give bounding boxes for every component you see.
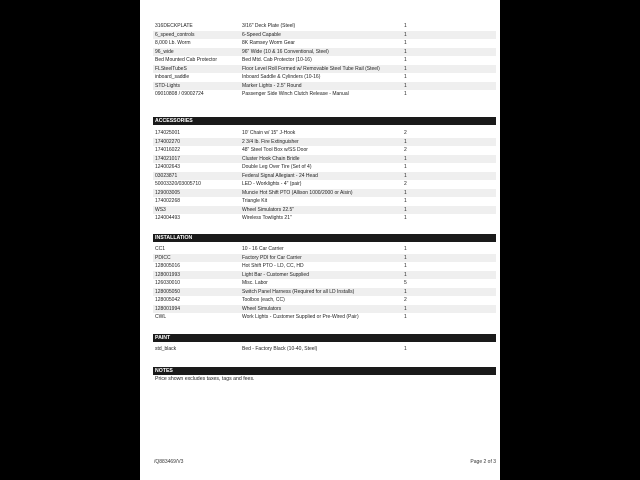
item-quantity: 1 — [404, 82, 407, 89]
item-quantity: 1 — [404, 198, 407, 204]
table-row — [153, 56, 496, 65]
notes-header: NOTES — [153, 367, 496, 375]
table-row — [153, 31, 496, 40]
item-description: 48" Steel Tool Box w/SS Door — [242, 147, 308, 153]
item-quantity: 1 — [404, 206, 407, 213]
document-id: /Q883469/V3 — [154, 459, 184, 465]
notes-section — [153, 367, 496, 383]
item-code: FLSteelTubeS — [155, 65, 187, 72]
table-row — [153, 245, 496, 254]
page-number: Page 2 of 3 — [470, 459, 496, 465]
item-code: 174002270 — [155, 138, 181, 145]
item-description: Bed Mtd. Cab Protector (10-16) — [242, 57, 312, 63]
item-quantity: 2 — [404, 147, 407, 153]
installation-section — [153, 234, 496, 322]
notes-text: Price shown excludes taxes, tags and fees. — [155, 376, 255, 382]
item-description: Hot Shift PTO - LD, CC, HD — [242, 263, 304, 269]
item-description: Light Bar - Customer Supplied — [242, 271, 309, 278]
table-row — [153, 214, 496, 223]
item-code: PDICC — [155, 254, 171, 261]
item-code: std_black — [155, 346, 177, 352]
item-description: Wireless Towlights 21" — [242, 215, 292, 221]
item-code: inboard_saddle — [155, 74, 190, 80]
table-row — [153, 22, 496, 31]
item-description: 8K Ramsey Worm Gear — [242, 40, 295, 46]
item-quantity: 1 — [404, 138, 407, 145]
item-description: Misc. Labor — [242, 280, 268, 286]
item-quantity: 1 — [404, 346, 407, 352]
item-quantity: 1 — [404, 189, 407, 196]
item-code: 8,000 Lb. Worm — [155, 40, 191, 46]
item-description: 10' Chain w/ 15" J-Hook — [242, 130, 296, 136]
accessories-section — [153, 117, 496, 223]
item-description: Wheel Simulators 22.5" — [242, 206, 295, 213]
item-description: Cluster Hook Chain Bridle — [242, 155, 300, 162]
item-code: 128005042 — [155, 297, 181, 303]
item-code: 96_wide — [155, 48, 174, 55]
item-quantity: 1 — [404, 246, 407, 252]
item-quantity: 1 — [404, 172, 407, 179]
item-description: Wheel Simulators — [242, 305, 282, 312]
document-page — [140, 0, 500, 480]
paint-section — [153, 334, 496, 354]
item-code: 128001993 — [155, 271, 181, 278]
item-description: 96" Wide (10 & 16 Conventional, Steel) — [242, 48, 329, 55]
table-row — [153, 254, 496, 263]
item-code: 124002643 — [155, 164, 181, 170]
item-description: Marker Lights - 2.5" Round — [242, 82, 302, 89]
item-quantity: 1 — [404, 155, 407, 162]
item-quantity: 2 — [404, 130, 407, 136]
item-code: 128005016 — [155, 263, 181, 269]
item-code: CC1 — [155, 246, 166, 252]
item-description: Work Lights - Customer Supplied or Pre-Wired (Pair) — [242, 314, 359, 320]
table-row — [153, 180, 496, 189]
item-code: WS3 — [155, 206, 166, 213]
item-quantity: 2 — [404, 297, 407, 303]
item-description: Double Leg Over Tire (Set of 4) — [242, 164, 312, 170]
item-code: STD-Lights — [155, 82, 181, 89]
item-code: 6_speed_controls — [155, 31, 195, 38]
table-row — [153, 197, 496, 206]
table-row — [153, 39, 496, 48]
item-code: 09010808 / 09002724 — [155, 91, 204, 97]
table-row — [153, 90, 496, 99]
item-quantity: 1 — [404, 91, 407, 97]
item-code: 126030010 — [155, 280, 181, 286]
item-description: Toolbox (each, CC) — [242, 297, 285, 303]
item-description: Triangle Kit — [242, 198, 268, 204]
item-quantity: 1 — [404, 74, 407, 80]
item-quantity: 1 — [404, 164, 407, 170]
item-code: 129003005 — [155, 189, 181, 196]
item-description: Muncie Hot Shift PTO (Allison 1000/2000 or Aisin) — [242, 189, 353, 196]
spec-table — [153, 22, 496, 99]
item-quantity: 1 — [404, 31, 407, 38]
table-row — [153, 313, 496, 322]
item-code: 316DECKPLATE — [155, 23, 193, 29]
item-description: 2 3/4 lb. Fire Extinguisher — [242, 138, 299, 145]
item-code: 174021017 — [155, 155, 181, 162]
item-quantity: 5 — [404, 280, 407, 286]
item-code: 174002268 — [155, 198, 181, 204]
table-row — [153, 271, 496, 280]
table-row — [153, 163, 496, 172]
table-row — [153, 138, 496, 147]
item-code: 128001994 — [155, 305, 181, 312]
table-row — [153, 279, 496, 288]
table-row — [153, 172, 496, 181]
item-code: 174016022 — [155, 147, 181, 153]
table-row — [153, 82, 496, 91]
item-code: 128005050 — [155, 288, 181, 295]
table-row — [153, 48, 496, 57]
item-description: Bed - Factory Black (10-40, Steel) — [242, 346, 318, 352]
item-description: Passenger Side Winch Clutch Release - Manual — [242, 91, 349, 97]
table-row — [153, 345, 496, 354]
item-quantity: 1 — [404, 23, 407, 29]
item-quantity: 1 — [404, 314, 407, 320]
table-row — [153, 206, 496, 215]
item-quantity: 1 — [404, 215, 407, 221]
item-description: LED - Worklights - 4" (pair) — [242, 181, 302, 187]
table-row — [153, 73, 496, 82]
item-code: 03023871 — [155, 172, 178, 179]
item-description: Floor Level Roll Formed w/ Removable Steel Tube Rail (Steel) — [242, 65, 380, 72]
item-quantity: 1 — [404, 57, 407, 63]
item-quantity: 1 — [404, 271, 407, 278]
table-row — [153, 65, 496, 74]
item-quantity: 1 — [404, 65, 407, 72]
item-description: Factory PDI for Car Carrier — [242, 254, 302, 261]
item-quantity: 2 — [404, 181, 407, 187]
table-row — [153, 288, 496, 297]
item-code: 174025001 — [155, 130, 181, 136]
item-quantity: 1 — [404, 48, 407, 55]
table-row — [153, 146, 496, 155]
item-quantity: 1 — [404, 40, 407, 46]
table-row — [153, 129, 496, 138]
item-description: 3/16" Deck Plate (Steel) — [242, 23, 296, 29]
table-row — [153, 155, 496, 164]
table-row — [153, 189, 496, 198]
item-code: 50003320/03005710 — [155, 181, 201, 187]
item-description: Inboard Saddle & Cylinders (10-16) — [242, 74, 321, 80]
item-quantity: 1 — [404, 305, 407, 312]
item-description: 10 - 16 Car Carrier — [242, 246, 284, 252]
item-description: Federal Signal Allegiant - 24 Head — [242, 172, 318, 179]
item-description: Switch Panel Harness (Required for all LD Installs) — [242, 288, 355, 295]
accessories-header: ACCESSORIES — [153, 117, 496, 125]
table-row — [153, 305, 496, 314]
installation-header: INSTALLATION — [153, 234, 496, 242]
table-row — [153, 296, 496, 305]
paint-header: PAINT — [153, 334, 496, 342]
item-code: Bed Mounted Cab Protector — [155, 57, 217, 63]
item-code: CWL — [155, 314, 167, 320]
item-description: 6-Speed Capable — [242, 31, 281, 38]
item-quantity: 1 — [404, 288, 407, 295]
item-code: 124004493 — [155, 215, 181, 221]
table-row — [153, 262, 496, 271]
item-quantity: 1 — [404, 263, 407, 269]
item-quantity: 1 — [404, 254, 407, 261]
